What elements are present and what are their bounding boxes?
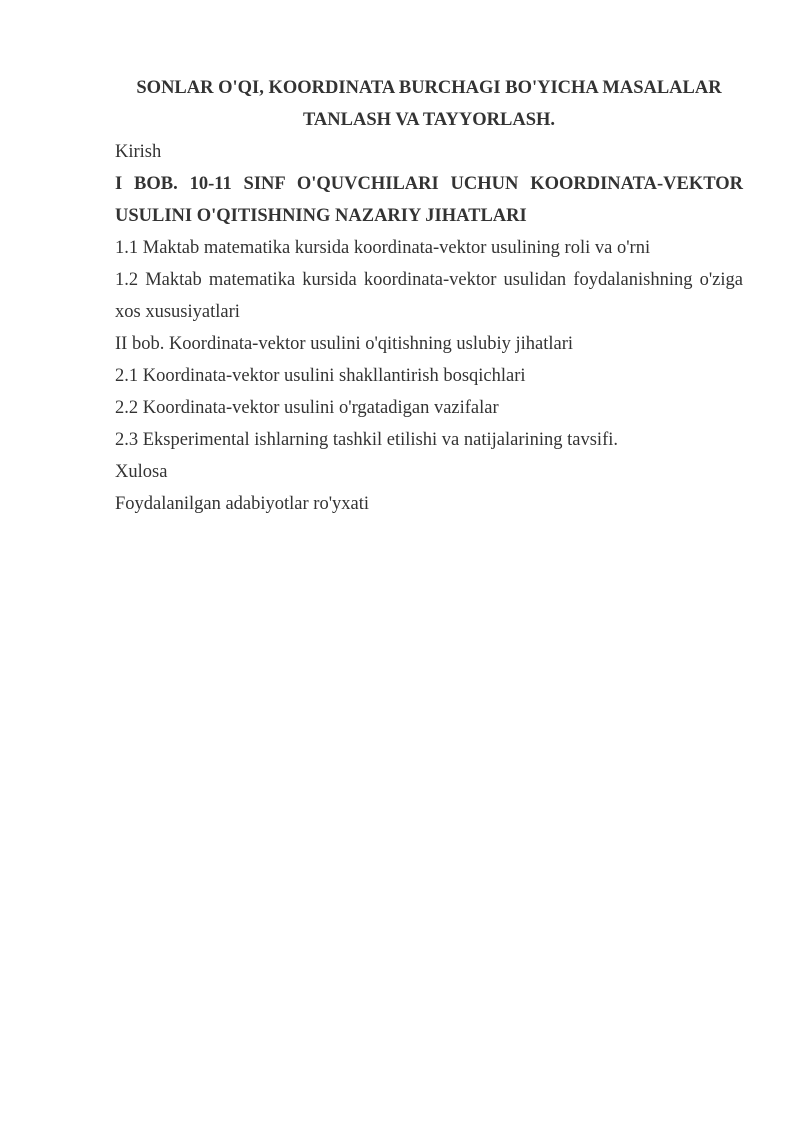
toc-chapter-1-line-1: I BOB. 10-11 SINF O'QUVCHILARI UCHUN KOORDINATA-VEKTOR [115,174,743,194]
table-of-contents [115,136,743,520]
toc-intro: Kirish [115,142,162,162]
toc-section-2-1: 2.1 Koordinata-vektor usulini shakllantirish bosqichlari [115,366,526,386]
toc-chapter-2: II bob. Koordinata-vektor usulini o'qitishning uslubiy jihatlari [115,334,574,354]
toc-conclusion: Xulosa [115,462,168,482]
toc-chapter-1-line-2: USULINI O'QITISHNING NAZARIY JIHATLARI [115,206,527,226]
document-title-line-1: SONLAR O'QI, KOORDINATA BURCHAGI BO'YICHA MASALALAR [136,78,722,98]
toc-section-2-3: 2.3 Eksperimental ishlarning tashkil etilishi va natijalarining tavsifi. [115,430,618,450]
toc-section-2-2: 2.2 Koordinata-vektor usulini o'rgatadigan vazifalar [115,398,499,418]
toc-section-1-1: 1.1 Maktab matematika kursida koordinata-vektor usulining roli va o'rni [115,238,651,258]
document-page [115,72,743,520]
toc-section-1-2-line-1: 1.2 Maktab matematika kursida koordinata-vektor usulidan foydalanishning o'ziga [115,270,743,290]
toc-references: Foydalanilgan adabiyotlar ro'yxati [115,494,370,514]
toc-section-1-2-line-2: xos xususiyatlari [115,302,240,322]
document-title-line-2: TANLASH VA TAYYORLASH. [302,110,556,130]
